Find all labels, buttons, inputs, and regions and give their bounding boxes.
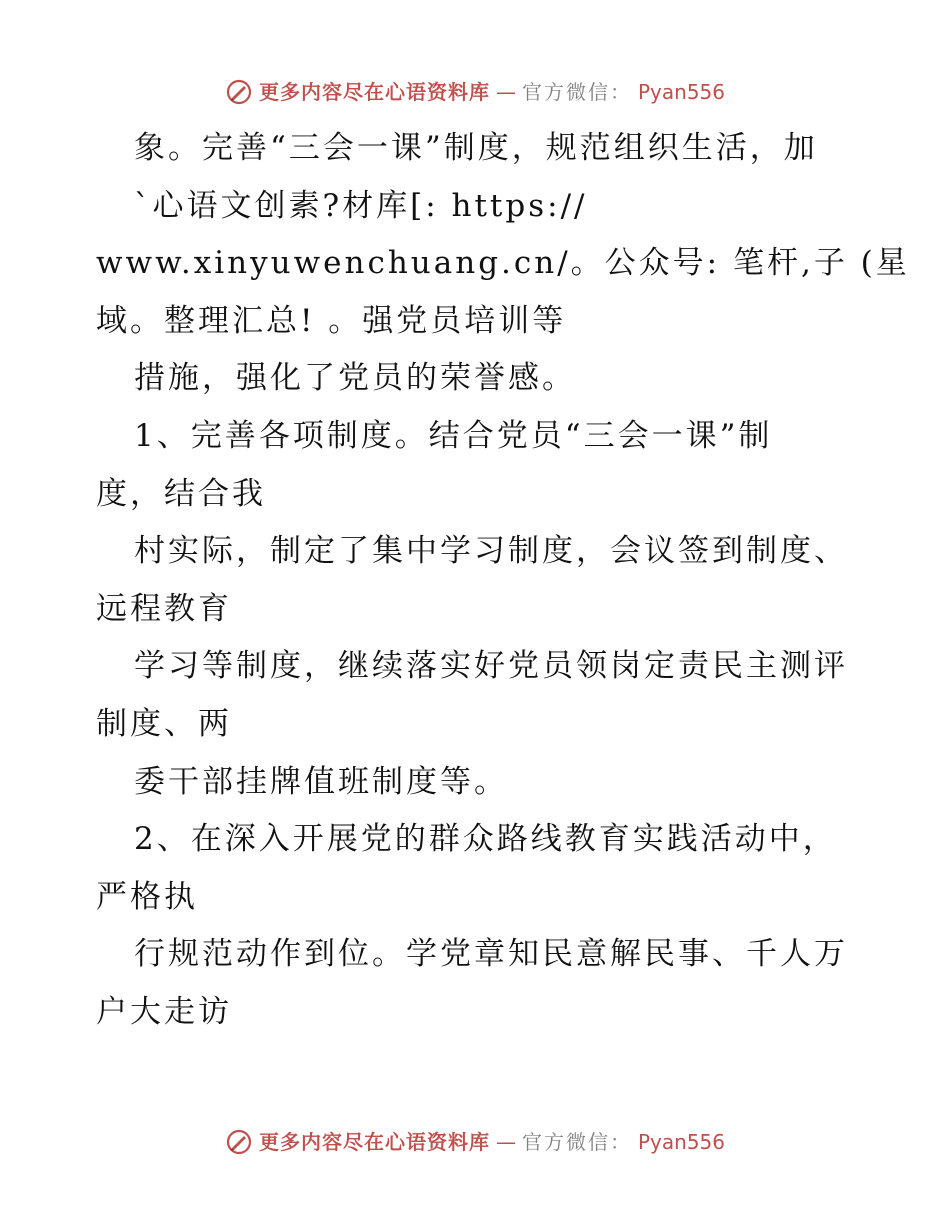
text-line: www.xinyuwenchuang.cn/。公众号: 笔杆,子 (星: [96, 245, 910, 282]
text-line: 度，结合我: [96, 475, 266, 512]
text-line: 措施，强化了党员的荣誉感。: [134, 360, 576, 397]
text-line: 严格执: [96, 878, 198, 915]
watermark-wechat-id: Pyan556: [637, 1130, 725, 1154]
header-watermark: [0, 78, 950, 106]
pen-logo-icon: [225, 1128, 253, 1156]
text-line: 行规范动作到位。学党章知民意解民事、千人万: [134, 936, 848, 973]
text-line: 象。完善“三会一课”制度，规范组织生活，加: [134, 130, 818, 166]
text-line: `心语文创素?材库[: https://: [134, 187, 588, 224]
text-line: 户大走访: [96, 993, 232, 1030]
watermark-label: 官方微信：: [521, 80, 632, 104]
text-line: 2、在深入开展党的群众路线教育实践活动中，: [134, 821, 837, 858]
watermark-separator: —: [495, 80, 516, 104]
watermark-title: 更多内容尽在心语资料库: [258, 1130, 490, 1154]
text-line: 制度、两: [96, 705, 232, 742]
footer-watermark: [0, 1128, 950, 1156]
text-line: 域。整理汇总! 。强党员培训等: [96, 302, 567, 339]
text-line: 委干部挂牌值班制度等。: [134, 763, 508, 800]
watermark-wechat-id: Pyan556: [637, 80, 725, 104]
watermark-title: 更多内容尽在心语资料库: [258, 80, 490, 104]
watermark-separator: —: [495, 1130, 516, 1154]
pen-logo-icon: [225, 78, 253, 106]
text-line: 学习等制度，继续落实好党员领岗定责民主测评: [134, 648, 848, 685]
text-line: 远程教育: [96, 590, 232, 627]
document-body: [96, 120, 910, 1042]
text-line: 1、完善各项制度。结合党员“三会一课”制: [134, 417, 773, 454]
watermark-label: 官方微信：: [521, 1130, 632, 1154]
text-line: 村实际，制定了集中学习制度，会议签到制度、: [134, 533, 848, 570]
